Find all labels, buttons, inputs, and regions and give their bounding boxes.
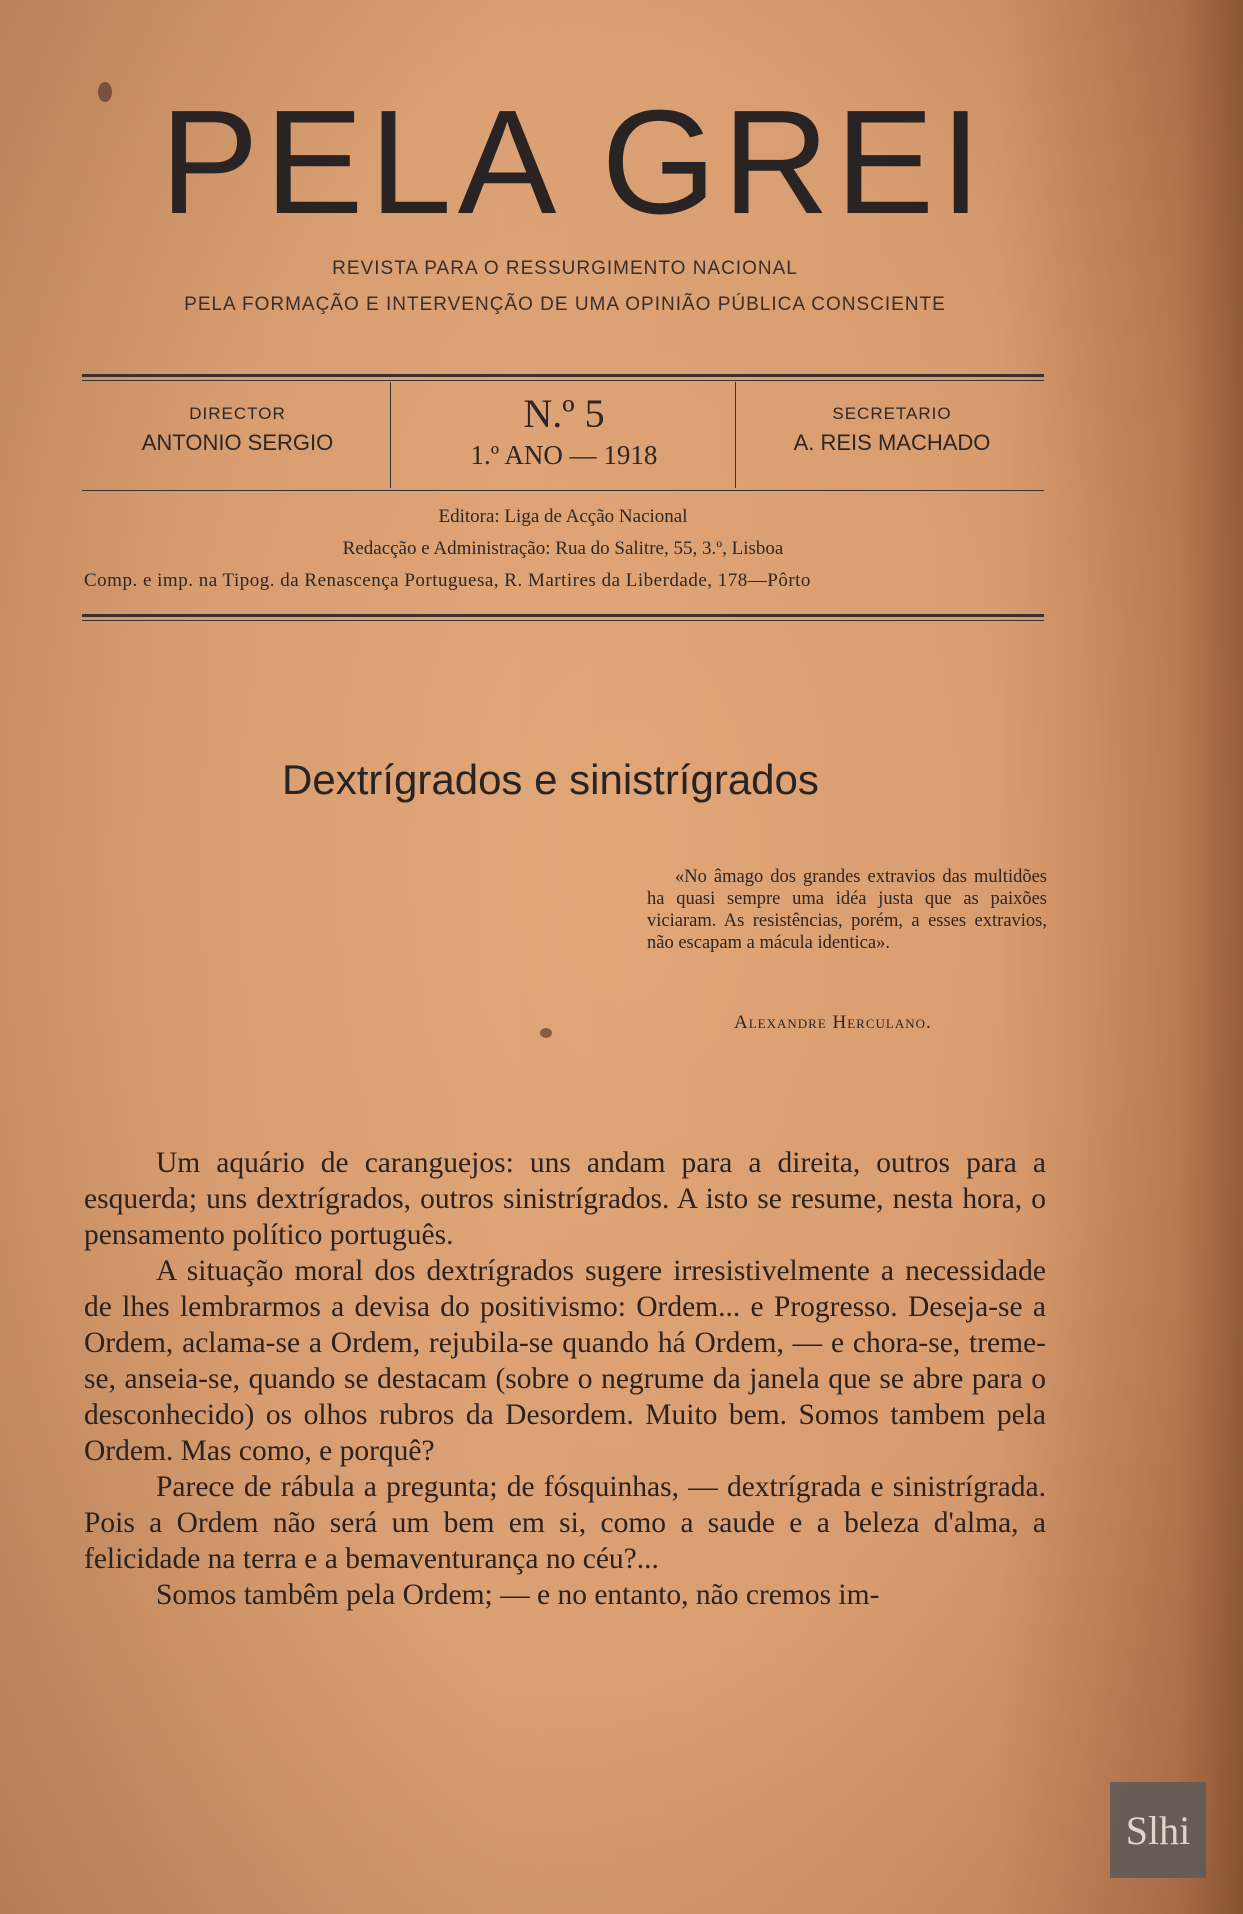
header-divider-left (390, 382, 391, 488)
library-watermark: Slhi (1110, 1782, 1206, 1878)
header-rule-bottom-thin (82, 620, 1044, 621)
masthead-title: PELA GREI (160, 80, 988, 245)
header-rule-top-thin (82, 380, 1044, 381)
header-rule-top (82, 374, 1044, 377)
masthead-tagline: PELA FORMAÇÃO E INTERVENÇÃO DE UMA OPINIÃO PÚBLICA CONSCIENTE (184, 294, 946, 315)
article-body (84, 1145, 1046, 1613)
director-label: DIRECTOR (189, 404, 286, 423)
issue-year: 1.º ANO — 1918 (470, 440, 658, 470)
article-paragraph: Parece de rábula a pregunta; de fósquinhas, — dextrígrada e sinistrígrada. Pois a Ordem não será um bem em si, como a saude e a beleza d'alma, a felicidade na terra e a bemaventurança no céu?... (84, 1471, 1046, 1575)
issue-number: N.º 5 (523, 391, 605, 436)
director-block (90, 404, 385, 456)
article-title: Dextrígrados e sinistrígrados (282, 756, 819, 803)
header-rule-bottom (82, 614, 1044, 617)
article-paragraph: Somos tambêm pela Ordem; — e no entanto, não cremos im- (156, 1579, 880, 1611)
epigraph-author: Alexandre Herculano. (734, 1012, 932, 1033)
imprint-address: Redacção e Administração: Rua do Salitre, 55, 3.º, Lisboa (342, 538, 784, 559)
imprint-publisher: Editora: Liga de Acção Nacional (438, 506, 688, 527)
director-name: ANTONIO SERGIO (141, 430, 334, 455)
secretary-name: A. REIS MACHADO (793, 430, 991, 455)
ink-stain (540, 1028, 552, 1038)
masthead-subtitle: REVISTA PARA O RESSURGIMENTO NACIONAL (332, 258, 798, 279)
imprint-printer: Comp. e imp. na Tipog. da Renascença Portuguesa, R. Martires da Liberdade, 178—Pôrto (84, 570, 811, 591)
header-divider-right (735, 382, 736, 488)
epigraph-quote: «No âmago dos grandes extravios das multidões ha quasi sempre uma idéa justa que as paixões viciaram. As resistências, porém, a esses extravios, não escapam a mácula identica». (647, 867, 1047, 953)
header-rule-middle (82, 490, 1044, 491)
secretary-label: SECRETARIO (832, 404, 952, 423)
secretary-block (742, 404, 1042, 456)
issue-block (395, 392, 733, 471)
article-paragraph: A situação moral dos dextrígrados sugere irresistivelmente a necessidade de lhes lembrarmos a devisa do positivismo: Ordem... e Progresso. Deseja-se a Ordem, aclama-se a Ordem, rejubila-se quando há Ordem, — e chora-se, treme-se, anseia-se, quando se destacam (sobre o negrume da janela que se abre para o desconhecido) os olhos rubros da Desordem. Muito bem. Somos tambem pela Ordem. Mas como, e porquê? (84, 1255, 1046, 1467)
article-paragraph: Um aquário de caranguejos: uns andam para a direita, outros para a esquerda; uns dextrígrados, outros sinistrígrados. A isto se resume, nesta hora, o pensamento político português. (84, 1147, 1046, 1251)
ink-stain (98, 82, 112, 102)
